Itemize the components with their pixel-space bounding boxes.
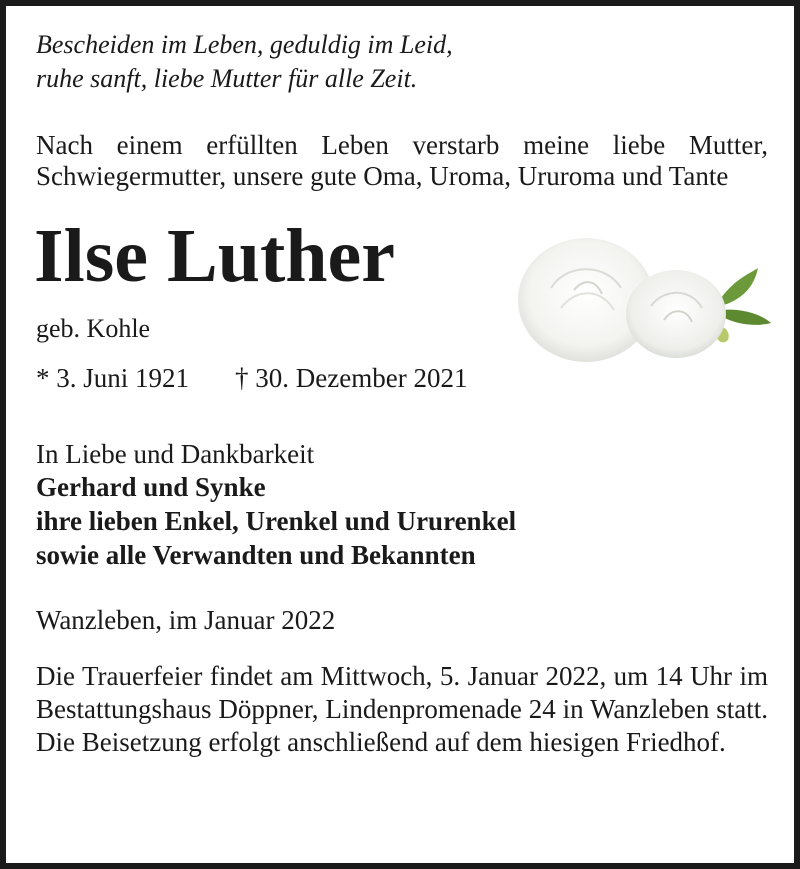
deceased-name: Ilse Luther (34, 214, 395, 298)
service-info: Die Trauerfeier findet am Mittwoch, 5. Januar 2022, um 14 Uhr im Bestattungshaus Döppner, Lindenpromenade 24 in Wanzleben statt. Die Beisetzung erfolgt anschließend auf dem hiesigen Friedhof. (36, 661, 768, 757)
intro-text: Nach einem erfüllten Leben verstarb meine liebe Mutter, Schwiegermutter, unsere gute Oma, Uroma, Ururoma und Tante (36, 130, 768, 191)
birth-name: geb. Kohle (36, 314, 151, 343)
death-date: † 30. Dezember 2021 (235, 363, 468, 393)
motto-line-1: Bescheiden im Leben, geduldig im Leid, (36, 30, 453, 59)
mourners-intro: In Liebe und Dankbarkeit (36, 439, 315, 469)
motto-line-2: ruhe sanft, liebe Mutter für alle Zeit. (36, 64, 418, 93)
mourner-line: Gerhard und Synke (36, 472, 266, 502)
obituary-notice (36, 28, 768, 759)
birth-date: * 3. Juni 1921 (36, 363, 190, 393)
place-date: Wanzleben, im Januar 2022 (36, 605, 336, 635)
mourner-line: sowie alle Verwandten und Bekannten (36, 540, 476, 570)
motto (36, 28, 768, 96)
mourner-line: ihre lieben Enkel, Urenkel und Ururenkel (36, 506, 517, 536)
white-roses-icon (516, 228, 776, 368)
